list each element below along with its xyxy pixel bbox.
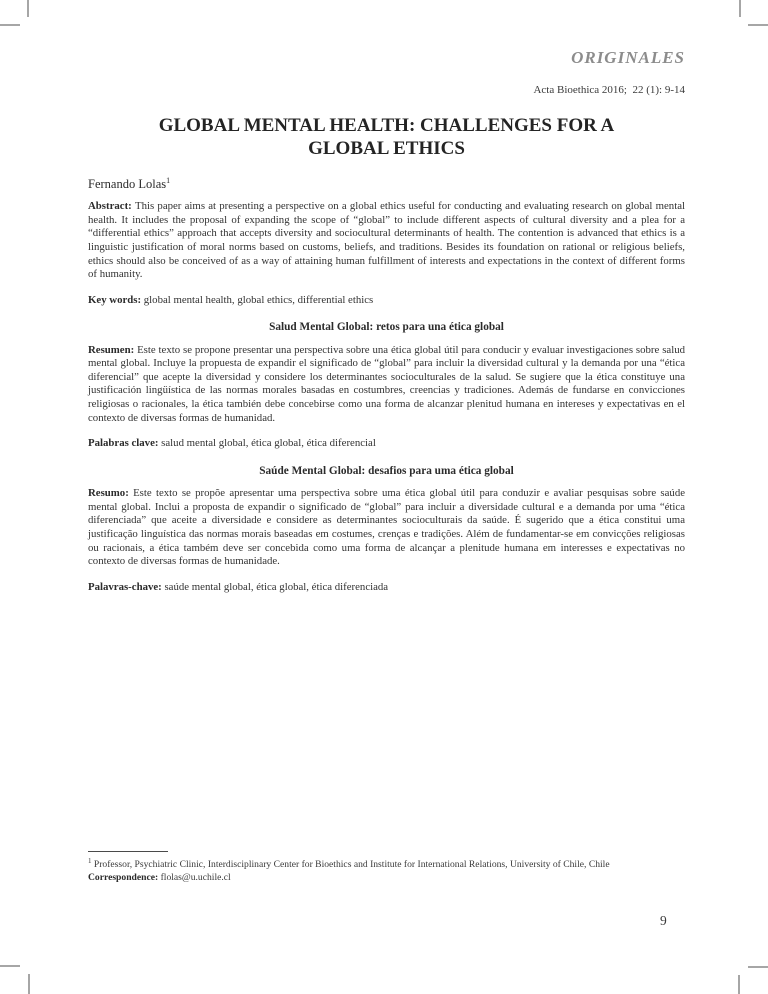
keywords-pt [88,581,685,595]
crop-mark-top-left-vertical [27,0,29,17]
footnote-text: Professor, Psychiatric Clinic, Interdisciplinary Center for Bioethics and Institute for International Relations, University of Chile, Chile [91,859,610,871]
keywords-en-text: global mental health, global ethics, differential ethics [143,293,374,306]
keywords-pt-text: saúde mental global, ética global, ética diferenciada [164,580,389,593]
crop-mark-bottom-right-horizontal [748,966,768,968]
resumen-text: Este texto se propone presentar una perspectiva sobre una ética global útil para conducir y evaluar investigaciones sobre salud mental global. Incluye la propuesta de expandir el significado de “global” para incluir la diversidad cultural y la demanda por una “ética diferencial” que acepte la diversidad y considere los determinantes socioculturales de la salud. Se sugiere que la ética constituye una justificación lingüística de las normas morales basadas en costumbres, creencias y tradiciones. Además de fundarse en convicciones religiosas o racionales, la ética también debe concebirse como una forma de alcanzar plenitud humana en intereses y expectativas en el contexto de diversas formas de humanidad. [88,343,685,424]
page-number: 9 [660,913,667,928]
correspondence-email: flolas@u.uchile.cl [160,872,231,884]
resumen-paragraph [88,344,685,426]
footnote-divider [88,851,168,852]
resumo-label: Resumo: [88,487,134,500]
crop-mark-top-left-horizontal [0,24,20,26]
spanish-title: Salud Mental Global: retos para una ética global [269,321,504,334]
keywords-es [88,437,685,451]
keywords-es-text: salud mental global, ética global, ética diferencial [161,437,376,450]
article-page [88,0,685,605]
keywords-es-label: Palabras clave: [88,437,162,450]
portuguese-title: Saúde Mental Global: desafios para uma ética global [259,464,514,477]
crop-mark-top-right-horizontal [748,24,768,26]
resumo-paragraph [88,487,685,569]
crop-mark-bottom-right-vertical [738,975,740,994]
author-footnote-marker: 1 [166,176,171,185]
article-title: GLOBAL MENTAL HEALTH: CHALLENGES FOR A GLOBAL ETHICS [158,115,615,159]
journal-section-label: ORIGINALES [571,48,685,67]
footnote-marker: 1 [88,857,92,865]
resumen-label: Resumen: [88,343,138,356]
correspondence-label: Correspondence: [88,872,161,884]
footnote-correspondence [88,871,685,884]
keywords-pt-label: Palavras-chave: [88,580,165,593]
author-line [88,176,685,192]
keywords-en [88,294,685,308]
abstract-label: Abstract: [88,200,135,213]
journal-citation: Acta Bioethica 2016; 22 (1): 9-14 [533,84,685,96]
resumo-text: Este texto se propõe apresentar uma perspectiva sobre uma ética global útil para conduzir e avaliar pesquisas sobre saúde mental global. Inclui a proposta de expandir o significado de “global” para incluir a diversidade cultural e a demanda por uma “ética diferenciada” que aceite a diversidade e considere as determinantes socioculturais da saúde. É sugerido que a ética constitui uma justificação linguística das normas morais baseadas em costumes, crenças e tradições. Além de fundamentar-se em convicções religiosas ou racionais, a ética também deve ser concebida como uma forma de alcançar a plenitude humana em interesses e expectativas no contexto de diversas formas de humanidade. [88,487,686,568]
crop-mark-bottom-left-horizontal [0,965,20,967]
abstract-paragraph [88,200,685,282]
crop-mark-bottom-left-vertical [28,974,30,994]
keywords-en-label: Key words: [88,293,144,306]
crop-mark-top-right-vertical [739,0,741,17]
author-name: Fernando Lolas [88,177,167,192]
footnote-affiliation [88,855,685,871]
footnote-block [88,851,685,884]
abstract-text: This paper aims at presenting a perspective on a global ethics useful for conducting and evaluating research on global mental health. It includes the proposal of expanding the scope of “global” to include different aspects of cultural diversity and a plea for a “differential ethics” approach that accepts diversity and sociocultural determinants of health. The contention is advanced that ethics is a linguistic justification of moral norms based on customs, beliefs, and traditions. Besides its foundation on rational or religious beliefs, ethics should also be conceived of as a way of attaining human fulfillment of interests and expectations in the context of different forms of humanity. [88,200,685,281]
